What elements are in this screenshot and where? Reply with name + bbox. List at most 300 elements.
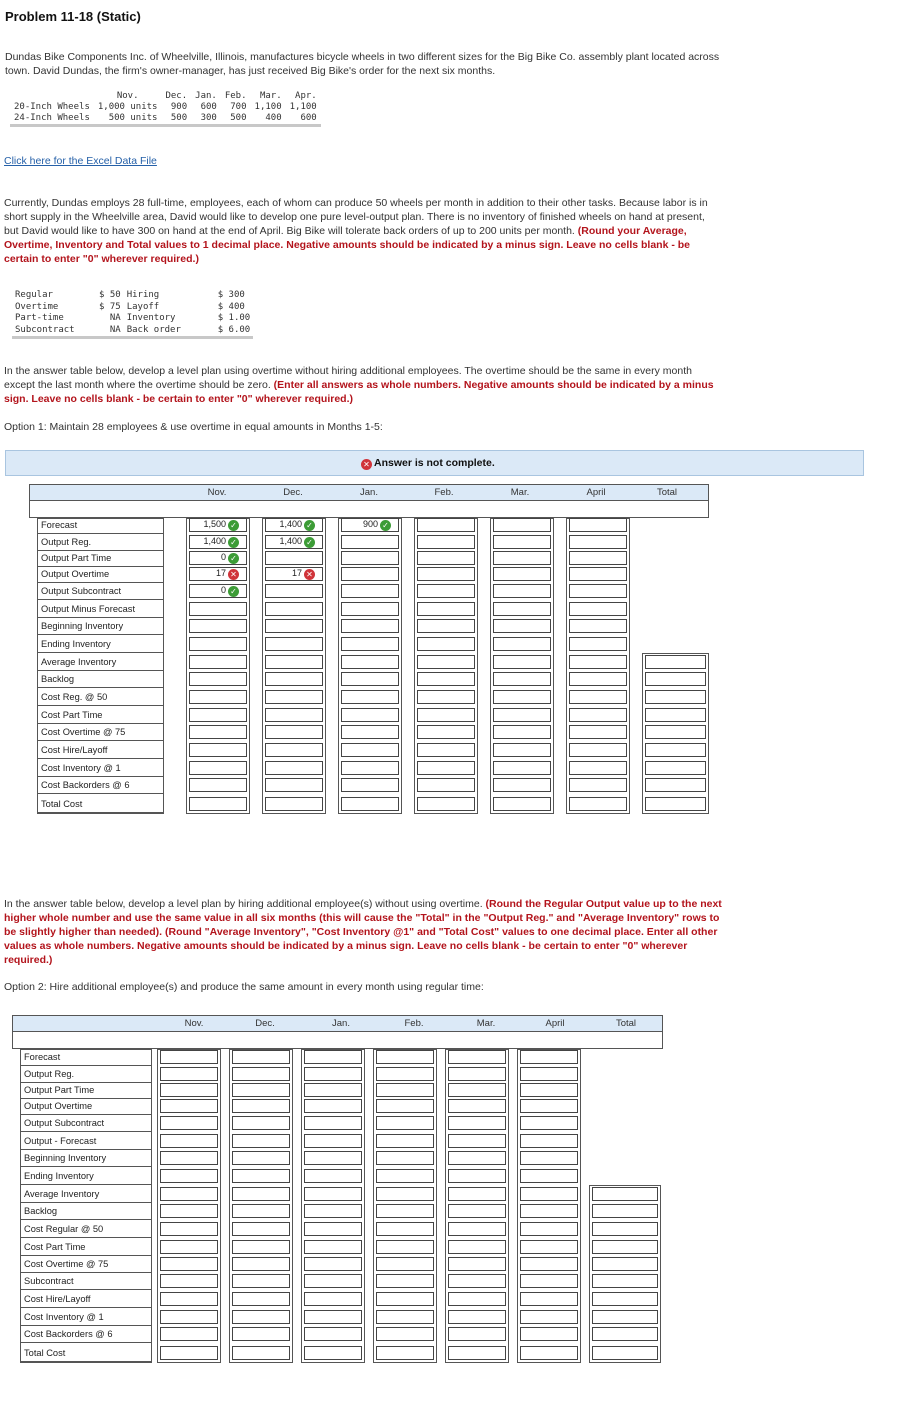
table1-row-divider [37,670,164,671]
table1-input-cell[interactable] [493,672,551,686]
table1-input-cell[interactable] [341,551,399,565]
table1-row-label: Cost Inventory @ 1 [41,763,121,773]
table2-input-cell[interactable] [232,1257,290,1271]
table1-input-cell[interactable] [189,708,247,722]
table2-input-cell[interactable] [520,1222,578,1236]
table2-row-label: Forecast [24,1052,61,1062]
table1-input-cell[interactable] [341,778,399,792]
costs-row [12,302,253,314]
table2-input-cell[interactable] [160,1169,218,1183]
table1-input-cell[interactable] [645,761,706,775]
table2-input-cell[interactable] [592,1310,658,1324]
table1-input-cell[interactable] [341,567,399,581]
table1-cell-value: 1,400 [203,536,226,546]
table2-row-label: Total Cost [24,1348,66,1358]
table2-input-cell[interactable] [304,1327,362,1341]
table2-input-cell[interactable] [448,1257,506,1271]
table2-input-cell[interactable] [592,1292,658,1306]
table1-row-label: Output Part Time [41,553,112,563]
table1-input-cell[interactable] [493,637,551,651]
table2-row-label: Average Inventory [24,1189,100,1199]
paragraph-3-instructions: (Enter all answers as whole numbers. Negative amounts should be indicated by a minus sign. Leave no cells blank - be certain to enter "0" wherever required.) [4,379,714,405]
table1-cell-value: 1,400 [279,536,302,546]
table1-input-cell[interactable] [493,690,551,704]
table2-input-cell[interactable] [376,1327,434,1341]
intro-paragraph: Dundas Bike Components Inc. of Wheelville, Illinois, manufactures bicycle wheels in two different sizes for the Big Bike Co. assembly plant located across town. David Dundas, the firm's owner-manager, has just received Big Bike's order for the next six months. [5,51,720,77]
table2-input-cell[interactable] [376,1050,434,1064]
table1-input-cell[interactable] [417,743,475,757]
table2-row-divider [20,1098,152,1099]
table1-input-cell[interactable] [341,690,399,704]
table1-input-cell[interactable] [417,551,475,565]
table2-input-cell[interactable] [520,1274,578,1288]
table2-input-cell[interactable] [160,1067,218,1081]
cost-value: $ 400 [217,301,245,312]
table2-input-cell[interactable] [520,1099,578,1113]
table2-input-cell[interactable] [448,1067,506,1081]
table2-input-cell[interactable] [448,1274,506,1288]
table2-input-cell[interactable] [448,1116,506,1130]
table1-input-cell[interactable] [645,725,706,739]
paragraph-4-instructions: (Round the Regular Output value up to the next higher whole number and use the same value in all six months (this will cause the "Total" in the "Output Reg." and "Average Inventory" rows to be slightly higher than needed). (Round "Average Inventory", "Cost Inventory @1" and "Total Cost" values to one decimal place. Enter all other values as whole numbers. Negative amounts should be indicated by a minus sign. Leave no cells blank - be certain to enter "0" wherever required.) [4,898,722,966]
demand-header: Feb. [224,91,247,101]
table1-input-cell[interactable] [265,797,323,811]
table1-input-cell[interactable] [265,637,323,651]
table2-input-cell[interactable] [448,1240,506,1254]
table2-input-cell[interactable] [520,1204,578,1218]
table2-input-cell[interactable] [448,1169,506,1183]
table2-row-divider [20,1361,152,1362]
table2-input-cell[interactable] [376,1099,434,1113]
table1-input-cell[interactable] [417,797,475,811]
table1-input-cell[interactable] [493,761,551,775]
table2-input-cell[interactable] [520,1083,578,1097]
demand-table [10,91,321,127]
table1-input-cell[interactable] [189,619,247,633]
table1-row-divider [37,582,164,583]
table1-input-cell[interactable] [265,778,323,792]
table2-input-cell[interactable] [232,1083,290,1097]
table1-input-cell[interactable] [189,797,247,811]
table2-input-cell[interactable] [304,1067,362,1081]
table2-input-cell[interactable] [232,1274,290,1288]
table2-input-cell[interactable] [160,1187,218,1201]
cost-label: Subcontract [15,324,75,335]
table2-input-cell[interactable] [304,1116,362,1130]
table1-row-divider [37,812,164,813]
table1-input-cell[interactable] [493,743,551,757]
table1-input-cell[interactable] [569,637,627,651]
table1-input-cell[interactable] [645,690,706,704]
table2-input-cell[interactable] [376,1274,434,1288]
table1-row-label: Cost Backorders @ 6 [41,780,130,790]
table1-input-cell[interactable] [493,619,551,633]
table1-input-cell[interactable] [417,725,475,739]
table2-input-cell[interactable] [160,1327,218,1341]
table1-row-label: Cost Hire/Layoff [41,745,108,755]
table1-row-label: Output Overtime [41,569,110,579]
table1-input-cell[interactable] [189,761,247,775]
table1-input-cell[interactable] [189,743,247,757]
table1-input-cell[interactable] [265,690,323,704]
costs-row [12,325,253,338]
table2-input-cell[interactable] [592,1346,658,1360]
table1-input-cell[interactable] [417,584,475,598]
table1-input-cell[interactable] [341,743,399,757]
table1-input-cell[interactable] [189,778,247,792]
table2-input-cell[interactable] [592,1274,658,1288]
table1-input-cell[interactable] [645,743,706,757]
table2-input-cell[interactable] [304,1222,362,1236]
incorrect-icon: ✕ [228,569,239,580]
table2-row-divider [20,1325,152,1326]
table1-input-cell[interactable] [265,619,323,633]
demand-cell: 1,000 units [97,102,158,112]
correct-icon: ✓ [304,520,315,531]
table2-row-label: Output - Forecast [24,1136,97,1146]
table1-input-cell[interactable] [569,725,627,739]
table2-input-cell[interactable] [592,1222,658,1236]
table1-input-cell[interactable] [265,708,323,722]
table1-input-cell[interactable] [417,761,475,775]
table2-input-cell[interactable] [160,1083,218,1097]
paragraph-4-text: In the answer table below, develop a level plan by hiring additional employee(s) without using overtime. [4,898,483,910]
cost-label: Layoff [126,301,160,312]
table1-row-divider [37,599,164,600]
table2-input-cell[interactable] [376,1257,434,1271]
table2-input-cell[interactable] [376,1346,434,1360]
table1-input-cell[interactable] [341,725,399,739]
table1-input-cell[interactable] [341,672,399,686]
table2-input-cell[interactable] [160,1204,218,1218]
table2-input-cell[interactable] [376,1151,434,1165]
table2-input-cell[interactable] [232,1327,290,1341]
table1-input-cell[interactable] [569,602,627,616]
table2-input-cell[interactable] [448,1151,506,1165]
table2-input-cell[interactable] [592,1327,658,1341]
table1-input-cell[interactable] [569,535,627,549]
table1-input-cell[interactable] [265,725,323,739]
table2-input-cell[interactable] [304,1134,362,1148]
table2-input-cell[interactable] [520,1292,578,1306]
table2-input-cell[interactable] [304,1169,362,1183]
table2-input-cell[interactable] [304,1083,362,1097]
table2-row-divider [20,1166,152,1167]
table1-input-cell[interactable] [417,708,475,722]
table2-input-cell[interactable] [160,1116,218,1130]
table2-input-cell[interactable] [448,1346,506,1360]
table1-input-cell[interactable] [265,584,323,598]
table1-row-label: Ending Inventory [41,639,111,649]
table2-input-cell[interactable] [376,1204,434,1218]
table2-input-cell[interactable] [448,1134,506,1148]
table1-input-cell[interactable] [569,708,627,722]
demand-cell: 500 units [108,113,158,123]
table1-row-divider [37,758,164,759]
table1-input-cell[interactable] [493,655,551,669]
table2-input-cell[interactable] [232,1204,290,1218]
table2-input-cell[interactable] [304,1310,362,1324]
table1-row-divider [37,705,164,706]
table2-input-cell[interactable] [304,1240,362,1254]
table1-row-divider [37,740,164,741]
table1-input-cell[interactable] [265,551,323,565]
cost-label: Regular [15,290,53,300]
table2-input-cell[interactable] [304,1151,362,1165]
table2-input-cell[interactable] [520,1134,578,1148]
table2-input-cell[interactable] [160,1099,218,1113]
table2-input-cell[interactable] [160,1222,218,1236]
table1-input-cell[interactable] [189,602,247,616]
table2-input-cell[interactable] [448,1050,506,1064]
demand-cell: 400 [265,113,282,123]
table2-row-divider [20,1255,152,1256]
correct-icon: ✓ [304,537,315,548]
table1-input-cell[interactable] [493,567,551,581]
table2-input-cell[interactable] [376,1116,434,1130]
table1-row-label: Output Subcontract [41,586,122,596]
table2-input-cell[interactable] [160,1274,218,1288]
cost-label: Hiring [126,290,160,300]
table2-input-cell[interactable] [520,1151,578,1165]
table1-input-cell[interactable] [417,619,475,633]
table2-input-cell[interactable] [592,1204,658,1218]
table1-input-cell[interactable] [417,778,475,792]
table2-input-cell[interactable] [232,1169,290,1183]
cost-label: Back order [126,324,181,335]
table1-row-label: Beginning Inventory [41,621,124,631]
paragraph-2-text: Currently, Dundas employs 28 full-time, employees, each of whom can produce 50 wheels per month in addition to their other tasks. Because labor is in short supply in the Wheelville area, David would like to develop one pure level-output plan. There is no inventory of finished wheels on hand at present, but David would like to have 300 on hand at the end of April. Big Bike will tolerate back orders of up to 200 units per month. [4,197,708,237]
table1-input-cell[interactable] [493,797,551,811]
table1-input-cell[interactable] [417,567,475,581]
table2-input-cell[interactable] [520,1187,578,1201]
table2-input-cell[interactable] [376,1222,434,1236]
table1-row-label: Backlog [41,674,75,684]
table1-input-cell[interactable] [493,602,551,616]
table2-input-cell[interactable] [376,1187,434,1201]
table1-input-cell[interactable] [569,584,627,598]
table1-input-cell[interactable] [341,797,399,811]
table2-row-divider [20,1114,152,1115]
table1-input-cell[interactable] [569,761,627,775]
table1-input-cell[interactable] [265,672,323,686]
table2-input-cell[interactable] [376,1292,434,1306]
table1-input-cell[interactable] [645,672,706,686]
demand-header: Nov. [116,91,139,101]
table2-input-cell[interactable] [232,1099,290,1113]
table1-input-cell[interactable] [341,535,399,549]
table2-input-cell[interactable] [304,1274,362,1288]
table2-input-cell[interactable] [520,1169,578,1183]
table2-input-cell[interactable] [232,1222,290,1236]
table1-input-cell[interactable] [569,551,627,565]
table1-input-cell[interactable] [189,672,247,686]
table1-col-header: Jan. [360,487,378,498]
table2-input-cell[interactable] [520,1116,578,1130]
table1-input-cell[interactable] [265,602,323,616]
table1-input-cell[interactable] [189,637,247,651]
table2-input-cell[interactable] [232,1116,290,1130]
table1-input-cell[interactable] [341,584,399,598]
table2-input-cell[interactable] [376,1067,434,1081]
table2-col-header: April [545,1018,565,1029]
table1-input-cell[interactable] [493,535,551,549]
table2-input-cell[interactable] [304,1099,362,1113]
table1-input-cell[interactable] [189,690,247,704]
table1-input-cell[interactable] [341,655,399,669]
table2-input-cell[interactable] [232,1240,290,1254]
demand-cell: 1,100 [289,102,317,112]
table2-input-cell[interactable] [232,1050,290,1064]
table2-input-cell[interactable] [232,1151,290,1165]
table1-input-cell[interactable] [569,672,627,686]
table2-input-cell[interactable] [232,1292,290,1306]
table2-input-cell[interactable] [520,1327,578,1341]
table1-input-cell[interactable] [645,778,706,792]
table2-input-cell[interactable] [520,1050,578,1064]
table2-input-cell[interactable] [160,1292,218,1306]
correct-icon: ✓ [228,553,239,564]
table1-row-divider [37,566,164,567]
demand-row-label: 24-Inch Wheels [14,113,90,123]
table1-input-cell[interactable] [493,551,551,565]
table2-input-cell[interactable] [448,1083,506,1097]
table2-input-cell[interactable] [304,1187,362,1201]
table1-input-cell[interactable] [341,619,399,633]
table2-input-cell[interactable] [448,1292,506,1306]
table2-header [12,1015,663,1032]
table1-input-cell[interactable] [265,655,323,669]
answer-status [361,457,495,470]
table1-row-divider [37,687,164,688]
table2-input-cell[interactable] [376,1310,434,1324]
table1-input-cell[interactable] [569,567,627,581]
table2-row-divider [20,1237,152,1238]
table1-input-cell[interactable] [493,778,551,792]
table1-input-cell[interactable] [569,778,627,792]
table1-input-cell[interactable] [341,761,399,775]
table2-input-cell[interactable] [448,1222,506,1236]
incorrect-icon: ✕ [304,569,315,580]
table2-row-divider [20,1219,152,1220]
costs-row [12,290,253,302]
table1-input-cell[interactable] [341,602,399,616]
table2-input-cell[interactable] [592,1257,658,1271]
table2-input-cell[interactable] [232,1134,290,1148]
table2-input-cell[interactable] [448,1099,506,1113]
demand-header: Jan. [195,91,217,101]
table1-input-cell[interactable] [569,797,627,811]
table1-input-cell[interactable] [417,518,475,532]
table2-input-cell[interactable] [592,1187,658,1201]
table2-input-cell[interactable] [232,1310,290,1324]
table2-row-divider [20,1272,152,1273]
table2-input-cell[interactable] [160,1240,218,1254]
table1-input-cell[interactable] [265,761,323,775]
excel-data-link[interactable]: Click here for the Excel Data File [4,155,157,167]
table1-input-cell[interactable] [645,797,706,811]
table1-cell-value: 1,400 [279,519,302,529]
table2-input-cell[interactable] [160,1310,218,1324]
table2-row-label: Output Subcontract [24,1118,105,1128]
table2-input-cell[interactable] [304,1346,362,1360]
table1-input-cell[interactable] [569,655,627,669]
table2-input-cell[interactable] [376,1169,434,1183]
table2-input-cell[interactable] [304,1292,362,1306]
table2-input-cell[interactable] [304,1050,362,1064]
table2-row-label: Cost Overtime @ 75 [24,1259,109,1269]
table1-input-cell[interactable] [493,518,551,532]
table2-input-cell[interactable] [160,1151,218,1165]
table2-input-cell[interactable] [232,1346,290,1360]
table1-input-cell[interactable] [645,655,706,669]
table2-input-cell[interactable] [448,1327,506,1341]
table1-input-cell[interactable] [417,655,475,669]
table1-input-cell[interactable] [569,518,627,532]
table2-input-cell[interactable] [592,1240,658,1254]
table2-input-cell[interactable] [232,1187,290,1201]
table2-input-cell[interactable] [448,1204,506,1218]
table2-input-cell[interactable] [376,1134,434,1148]
table1-input-cell[interactable] [569,690,627,704]
table1-input-cell[interactable] [189,725,247,739]
demand-cell: 600 [200,102,217,112]
table2-input-cell[interactable] [160,1257,218,1271]
table2-input-cell[interactable] [520,1346,578,1360]
table1-input-cell[interactable] [341,708,399,722]
table1-input-cell[interactable] [493,725,551,739]
table1-input-cell[interactable] [265,743,323,757]
table1-input-cell[interactable] [417,535,475,549]
table1-col-header: Dec. [283,487,303,498]
table1-input-cell[interactable] [417,602,475,616]
table1-input-cell[interactable] [569,743,627,757]
table1-input-cell[interactable] [493,708,551,722]
table2-input-cell[interactable] [520,1067,578,1081]
table2-input-cell[interactable] [520,1310,578,1324]
table2-input-cell[interactable] [232,1067,290,1081]
costs-row [12,313,253,325]
table1-row-divider [37,617,164,618]
table2-input-cell[interactable] [160,1134,218,1148]
table2-input-cell[interactable] [304,1257,362,1271]
table2-input-cell[interactable] [520,1257,578,1271]
table1-row-divider [37,776,164,777]
table1-input-cell[interactable] [417,672,475,686]
table2-input-cell[interactable] [376,1083,434,1097]
table2-input-cell[interactable] [520,1240,578,1254]
table2-input-cell[interactable] [304,1204,362,1218]
cost-value: NA [109,324,121,335]
cost-value: $ 300 [217,290,245,300]
table2-row-label: Cost Inventory @ 1 [24,1312,104,1322]
table2-row-label: Beginning Inventory [24,1153,107,1163]
table1-input-cell[interactable] [189,655,247,669]
table1-input-cell[interactable] [493,584,551,598]
table2-input-cell[interactable] [376,1240,434,1254]
table1-input-cell[interactable] [341,637,399,651]
table2-input-cell[interactable] [448,1310,506,1324]
table1-row-divider [37,652,164,653]
table2-input-cell[interactable] [448,1187,506,1201]
table2-input-cell[interactable] [160,1050,218,1064]
table1-input-cell[interactable] [645,708,706,722]
table2-input-cell[interactable] [160,1346,218,1360]
table1-input-cell[interactable] [569,619,627,633]
table1-input-cell[interactable] [417,690,475,704]
table2-row-divider [20,1082,152,1083]
table1-input-cell[interactable] [417,637,475,651]
